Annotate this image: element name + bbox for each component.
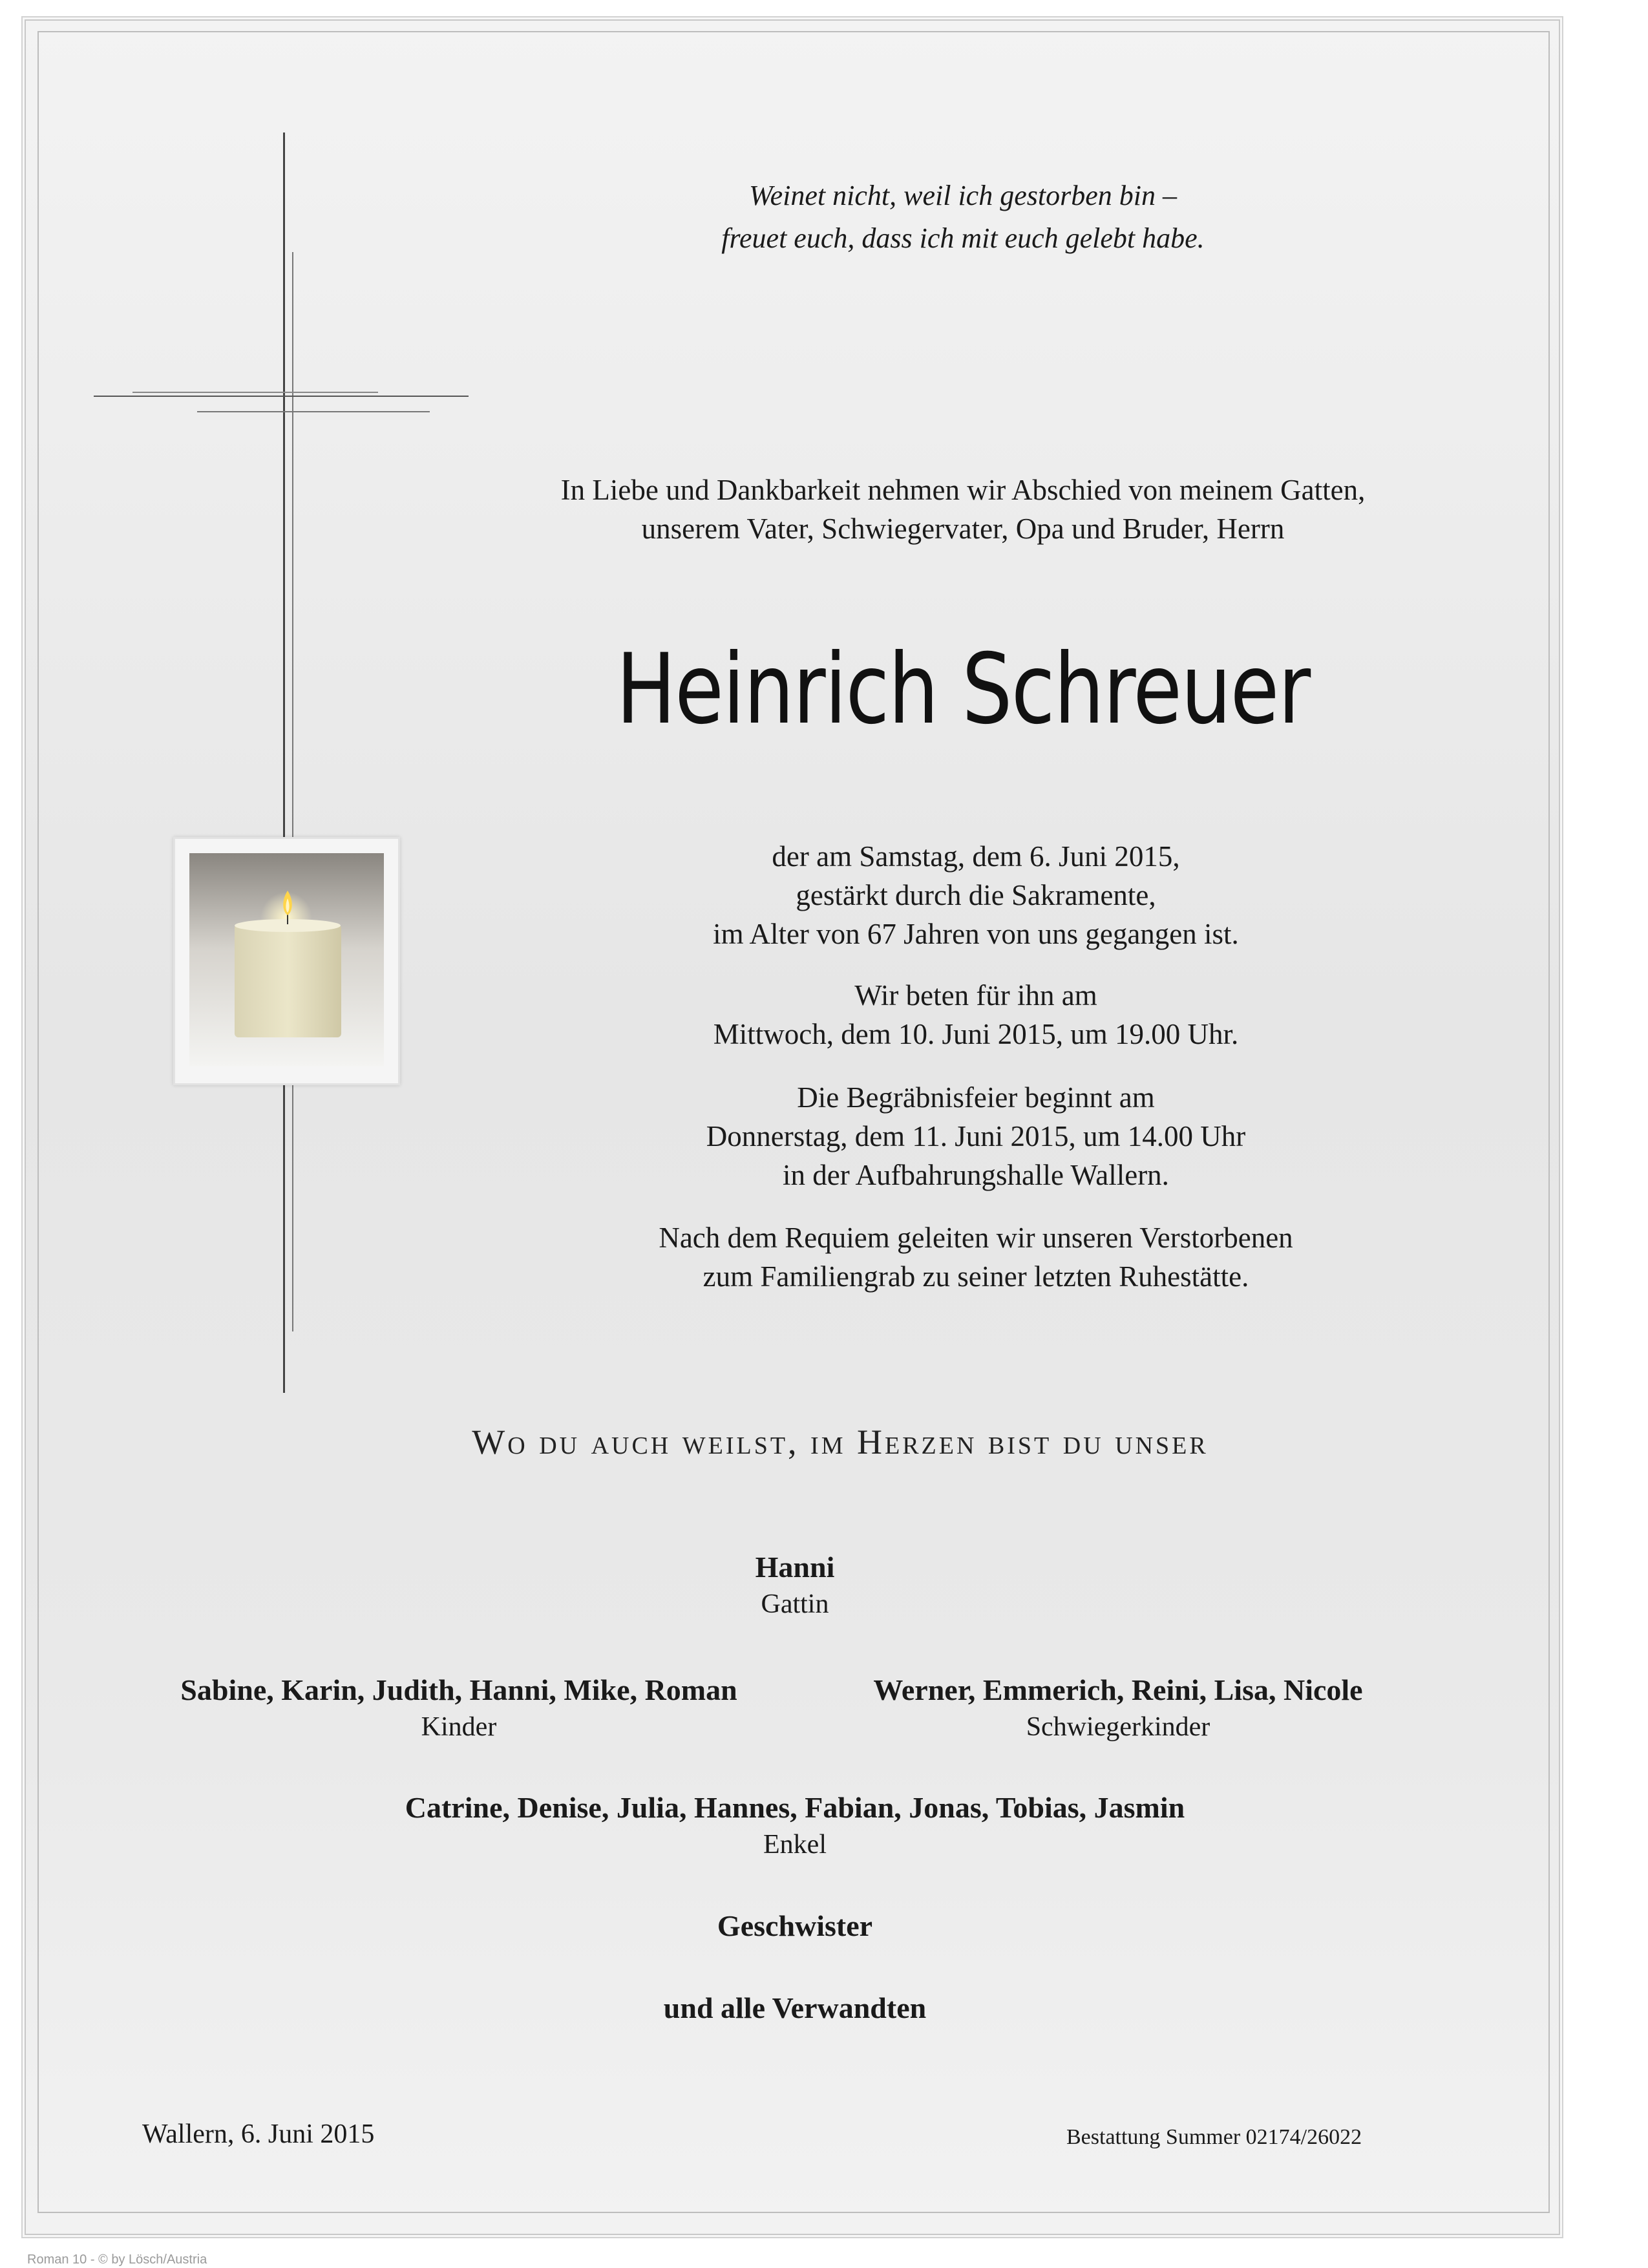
children-role: Kinder xyxy=(421,1712,497,1742)
relatives: und alle Verwandten xyxy=(663,1991,927,2024)
spouse-role: Gattin xyxy=(761,1589,829,1619)
burial-info xyxy=(556,1218,1396,1296)
quote-line-1: Weinet nicht, weil ich gestorben bin – xyxy=(749,180,1177,211)
prayer-line-2: Mittwoch, dem 10. Juni 2015, um 19.00 Uhr. xyxy=(713,1018,1239,1050)
epitaph-quote xyxy=(620,175,1305,260)
funeral-info xyxy=(556,1078,1396,1194)
death-info-line-1: der am Samstag, dem 6. Juni 2015, xyxy=(772,840,1180,873)
grandchildren-role: Enkel xyxy=(763,1830,827,1860)
inlaws-role: Schwiegerkinder xyxy=(1026,1712,1210,1742)
siblings: Geschwister xyxy=(717,1909,873,1942)
intro-text xyxy=(491,471,1435,548)
intro-line-2: unserem Vater, Schwiegervater, Opa und Bruder, Herrn xyxy=(641,513,1285,545)
funeral-line-2: Donnerstag, dem 11. Juni 2015, um 14.00 Uhr xyxy=(706,1120,1246,1152)
place-date: Wallern, 6. Juni 2015 xyxy=(142,2119,375,2149)
burial-line-2: zum Familiengrab zu seiner letzten Ruhestätte. xyxy=(703,1260,1249,1293)
spouse-block xyxy=(536,1548,1053,1622)
funeral-line-1: Die Begräbnisfeier beginnt am xyxy=(797,1081,1155,1114)
death-info xyxy=(556,837,1396,953)
candle-icon xyxy=(175,839,398,1083)
inlaws-block xyxy=(808,1671,1428,1744)
children-block xyxy=(116,1671,801,1744)
grandchildren-block xyxy=(213,1788,1377,1862)
grandchildren-names: Catrine, Denise, Julia, Hannes, Fabian, Jonas, Tobias, Jasmin xyxy=(405,1791,1185,1824)
deceased-name: Heinrich Schreuer xyxy=(616,633,1310,746)
funeral-line-3: in der Aufbahrungshalle Wallern. xyxy=(783,1159,1169,1191)
intro-line-1: In Liebe und Dankbarkeit nehmen wir Abschied von meinem Gatten, xyxy=(560,474,1366,506)
inlaws-names: Werner, Emmerich, Reini, Lisa, Nicole xyxy=(873,1673,1363,1706)
motto: Wo du auch weilst, im Herzen bist du unser xyxy=(472,1423,1209,1461)
design-credit: Roman 10 - © by Lösch/Austria xyxy=(27,2252,207,2267)
burial-line-1: Nach dem Requiem geleiten wir unseren Verstorbenen xyxy=(659,1222,1293,1254)
death-info-line-2: gestärkt durch die Sakramente, xyxy=(796,879,1156,911)
prayer-info xyxy=(556,976,1396,1054)
death-info-line-3: im Alter von 67 Jahren von uns gegangen ist. xyxy=(713,918,1239,950)
children-names: Sabine, Karin, Judith, Hanni, Mike, Roman xyxy=(180,1673,737,1706)
undertaker: Bestattung Summer 02174/26022 xyxy=(1066,2125,1362,2149)
prayer-line-1: Wir beten für ihn am xyxy=(854,979,1097,1012)
spouse-name: Hanni xyxy=(755,1551,835,1584)
quote-line-2: freuet euch, dass ich mit euch gelebt habe. xyxy=(721,222,1205,254)
candle-picture xyxy=(173,837,400,1085)
